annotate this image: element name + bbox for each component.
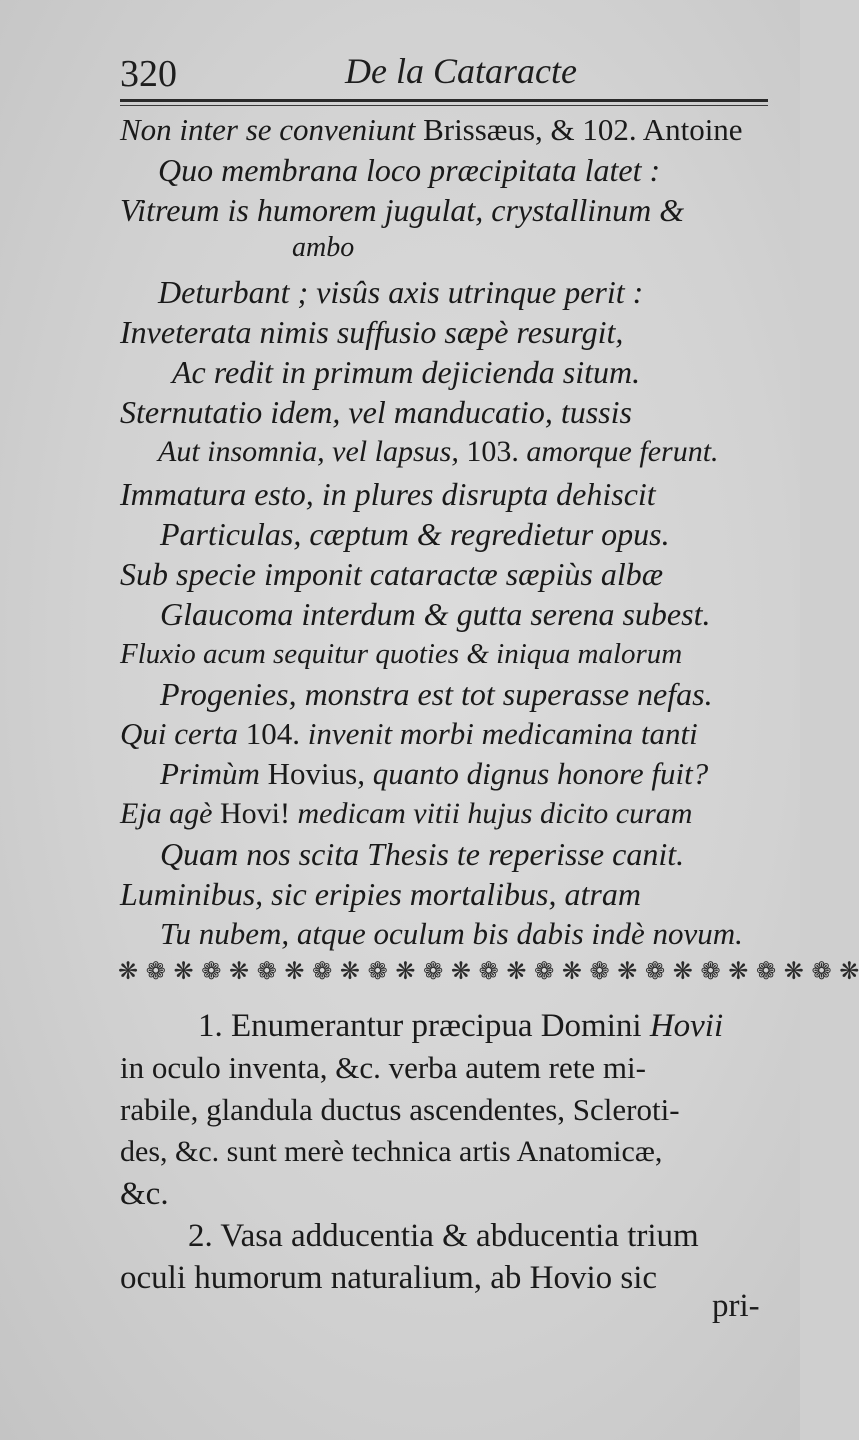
verse-line: Quo membrana loco præcipitata latet : [158, 152, 661, 188]
verse-line: Fluxio acum sequitur quoties & iniqua malorum [120, 638, 683, 670]
verse-line: Sternutatio idem, vel manducatio, tussis [120, 394, 632, 430]
verse-line: Non inter se conveniunt Brissæus, & 102. Antoine [120, 112, 743, 147]
verse-line: Aut insomnia, vel lapsus, 103. amorque ferunt. [158, 435, 719, 468]
verse-line: Particulas, cæptum & regredietur opus. [160, 516, 670, 552]
verse-line: Quam nos scita Thesis te reperisse canit. [160, 836, 685, 872]
page-number: 320 [120, 53, 177, 95]
note-line: rabile, glandula ductus ascendentes, Scleroti- [120, 1092, 680, 1127]
note-line: &c. [120, 1176, 169, 1212]
verse-line: Qui certa 104. invenit morbi medicamina tanti [120, 716, 698, 751]
ornamental-border: ❋ ❁ ❋ ❁ ❋ ❁ ❋ ❁ ❋ ❁ ❋ ❁ ❋ ❁ ❋ ❁ ❋ ❁ ❋ ❁ ❋ ❁ ❋ ❁ ❋ ❁ ❋ [118, 957, 859, 985]
verse-line: ambo [292, 232, 355, 263]
page-header [120, 50, 768, 100]
note-line: oculi humorum naturalium, ab Hovio sic [120, 1260, 658, 1296]
note-line: des, &c. sunt merè technica artis Anatomicæ, [120, 1135, 663, 1168]
verse-line: Glaucoma interdum & gutta serena subest. [160, 596, 711, 632]
running-head: De la Cataracte [345, 51, 577, 91]
verse-line: Progenies, monstra est tot superasse nefas. [160, 676, 713, 712]
note-line: 2. Vasa adducentia & abducentia trium [188, 1218, 699, 1254]
verse-line: Vitreum is humorem jugulat, crystallinum & [120, 192, 685, 228]
note-line: 1. Enumerantur præcipua Domini Hovii [198, 1008, 724, 1044]
verse-line: Tu nubem, atque oculum bis dabis indè novum. [160, 916, 743, 951]
verse-line: Deturbant ; visûs axis utrinque perit : [158, 274, 644, 310]
catchword: pri- [712, 1288, 760, 1324]
verse-line: Inveterata nimis suffusio sæpè resurgit, [120, 314, 624, 350]
header-rule-thin [120, 105, 768, 106]
header-rule [120, 99, 768, 102]
verse-line: Immatura esto, in plures disrupta dehiscit [120, 476, 656, 512]
verse-line: Sub specie imponit cataractæ sæpiùs albæ [120, 556, 664, 592]
verse-line: Ac redit in primum dejicienda situm. [172, 354, 641, 390]
note-line: in oculo inventa, &c. verba autem rete mi- [120, 1050, 646, 1085]
verse-line: Eja agè Hovi! medicam vitii hujus dicito curam [120, 797, 693, 830]
verse-line: Primùm Hovius, quanto dignus honore fuit? [160, 756, 709, 791]
verse-line: Luminibus, sic eripies mortalibus, atram [120, 876, 641, 912]
